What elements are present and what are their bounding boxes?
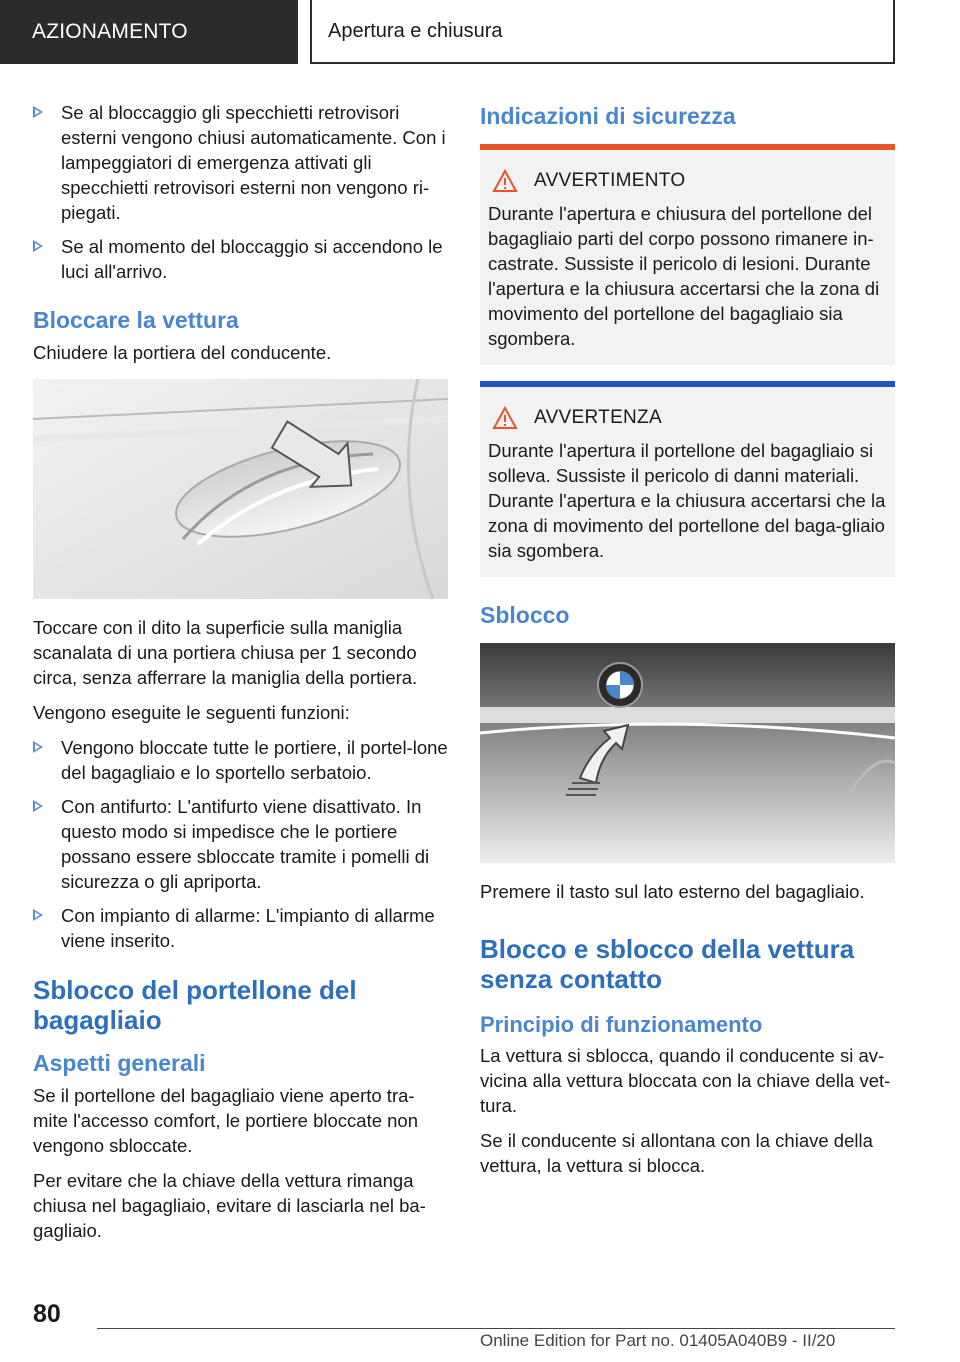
warning-text: Durante l'apertura e chiusura del portellone del bagagliaio parti del corpo possono rimanere in-castrate. Sussiste il pericolo di lesioni. Durante l'apertura e la chiusura accertarsi che la zona di movimento del portellone del bagagliaio sia sgombera. — [488, 203, 880, 349]
bullet-triangle-icon — [33, 800, 43, 812]
caution-triangle-icon — [492, 406, 518, 430]
principle-heading: Principio di funzionamento — [480, 1012, 763, 1037]
handle-text: Toccare con il dito la superficie sulla maniglia scanalata di una portiera chiusa per 1 secondo circa, senza afferrare la maniglia della portiera. — [33, 617, 418, 688]
footer-divider — [97, 1328, 895, 1329]
page-number: 80 — [33, 1300, 61, 1328]
bullet-text: Vengono bloccate tutte le portiere, il portel-lone del bagagliaio e lo sportello serbatoio. — [61, 737, 448, 783]
safety-heading: Indicazioni di sicurezza — [480, 103, 736, 129]
unlock-heading: Sblocco — [480, 602, 570, 628]
bullet-triangle-icon — [33, 106, 43, 118]
caution-bar — [480, 381, 895, 387]
functions-text: Vengono eseguite le seguenti funzioni: — [33, 702, 350, 723]
right-column — [480, 100, 895, 1188]
caution-title: AVVERTENZA — [534, 407, 662, 428]
bullet-text: Con antifurto: L'antifurto viene disattivato. In questo modo si impedisce che le portiere possano essere sbloccate tramite i pomelli di sicurezza o gli apriporta. — [61, 796, 430, 892]
page-header — [0, 0, 960, 66]
general-heading: Aspetti generali — [33, 1050, 206, 1076]
lock-text: Chiudere la portiera del conducente. — [33, 342, 332, 363]
bullet-text: Se al bloccaggio gli specchietti retrovisori esterni vengono chiusi automaticamente. Con i lampeggiatori di emergenza attivati gli specchietti retrovisori esterni non vengono ri-piegati. — [61, 102, 446, 223]
edition-text: Online Edition for Part no. 01405A040B9 - II/20 — [480, 1331, 836, 1350]
bullet-text: Se al momento del bloccaggio si accendono le luci all'arrivo. — [61, 236, 443, 282]
section-label: AZIONAMENTO — [0, 0, 298, 64]
tailgate-heading: Sblocco del portellone del bagagliaio — [33, 975, 357, 1035]
list-item — [33, 100, 448, 225]
list-item — [33, 903, 448, 953]
warning-bar — [480, 144, 895, 150]
principle-text-2: Se il conducente si allontana con la chiave della vettura, la vettura si blocca. — [480, 1130, 873, 1176]
unlock-text: Premere il tasto sul lato esterno del bagagliaio. — [480, 881, 865, 902]
general-text-2: Per evitare che la chiave della vettura rimanga chiusa nel bagagliaio, evitare di lasciarla nel ba-gagliaio. — [33, 1170, 426, 1241]
bullet-triangle-icon — [33, 741, 43, 753]
warning-title: AVVERTIMENTO — [534, 170, 686, 191]
list-item — [33, 794, 448, 894]
tailgate-button-illustration — [480, 643, 895, 863]
door-handle-illustration — [33, 379, 448, 599]
caution-text: Durante l'apertura il portellone del bagagliaio si solleva. Sussiste il pericolo di danni materiali. Durante l'apertura e la chiusura accertarsi che la zona di movimento del portellone del baga-gliaio sia sgombera. — [488, 440, 886, 561]
warning-box — [480, 144, 895, 365]
list-item — [33, 234, 448, 284]
bullet-triangle-icon — [33, 909, 43, 921]
warning-triangle-icon — [492, 169, 518, 193]
topic-label: Apertura e chiusura — [310, 0, 895, 64]
general-text-1: Se il portellone del bagagliaio viene aperto tra-mite l'accesso comfort, le portiere bloccate non vengono sbloccate. — [33, 1085, 419, 1156]
list-item — [33, 735, 448, 785]
keyless-heading: Blocco e sblocco della vettura senza contatto — [480, 934, 855, 994]
lock-heading: Bloccare la vettura — [33, 307, 239, 333]
principle-text-1: La vettura si sblocca, quando il conducente si av-vicina alla vettura bloccata con la chiave della vet-tura. — [480, 1045, 891, 1116]
caution-box — [480, 381, 895, 577]
bullet-text: Con impianto di allarme: L'impianto di allarme viene inserito. — [61, 905, 435, 951]
bullet-triangle-icon — [33, 240, 43, 252]
left-column — [33, 100, 448, 1253]
